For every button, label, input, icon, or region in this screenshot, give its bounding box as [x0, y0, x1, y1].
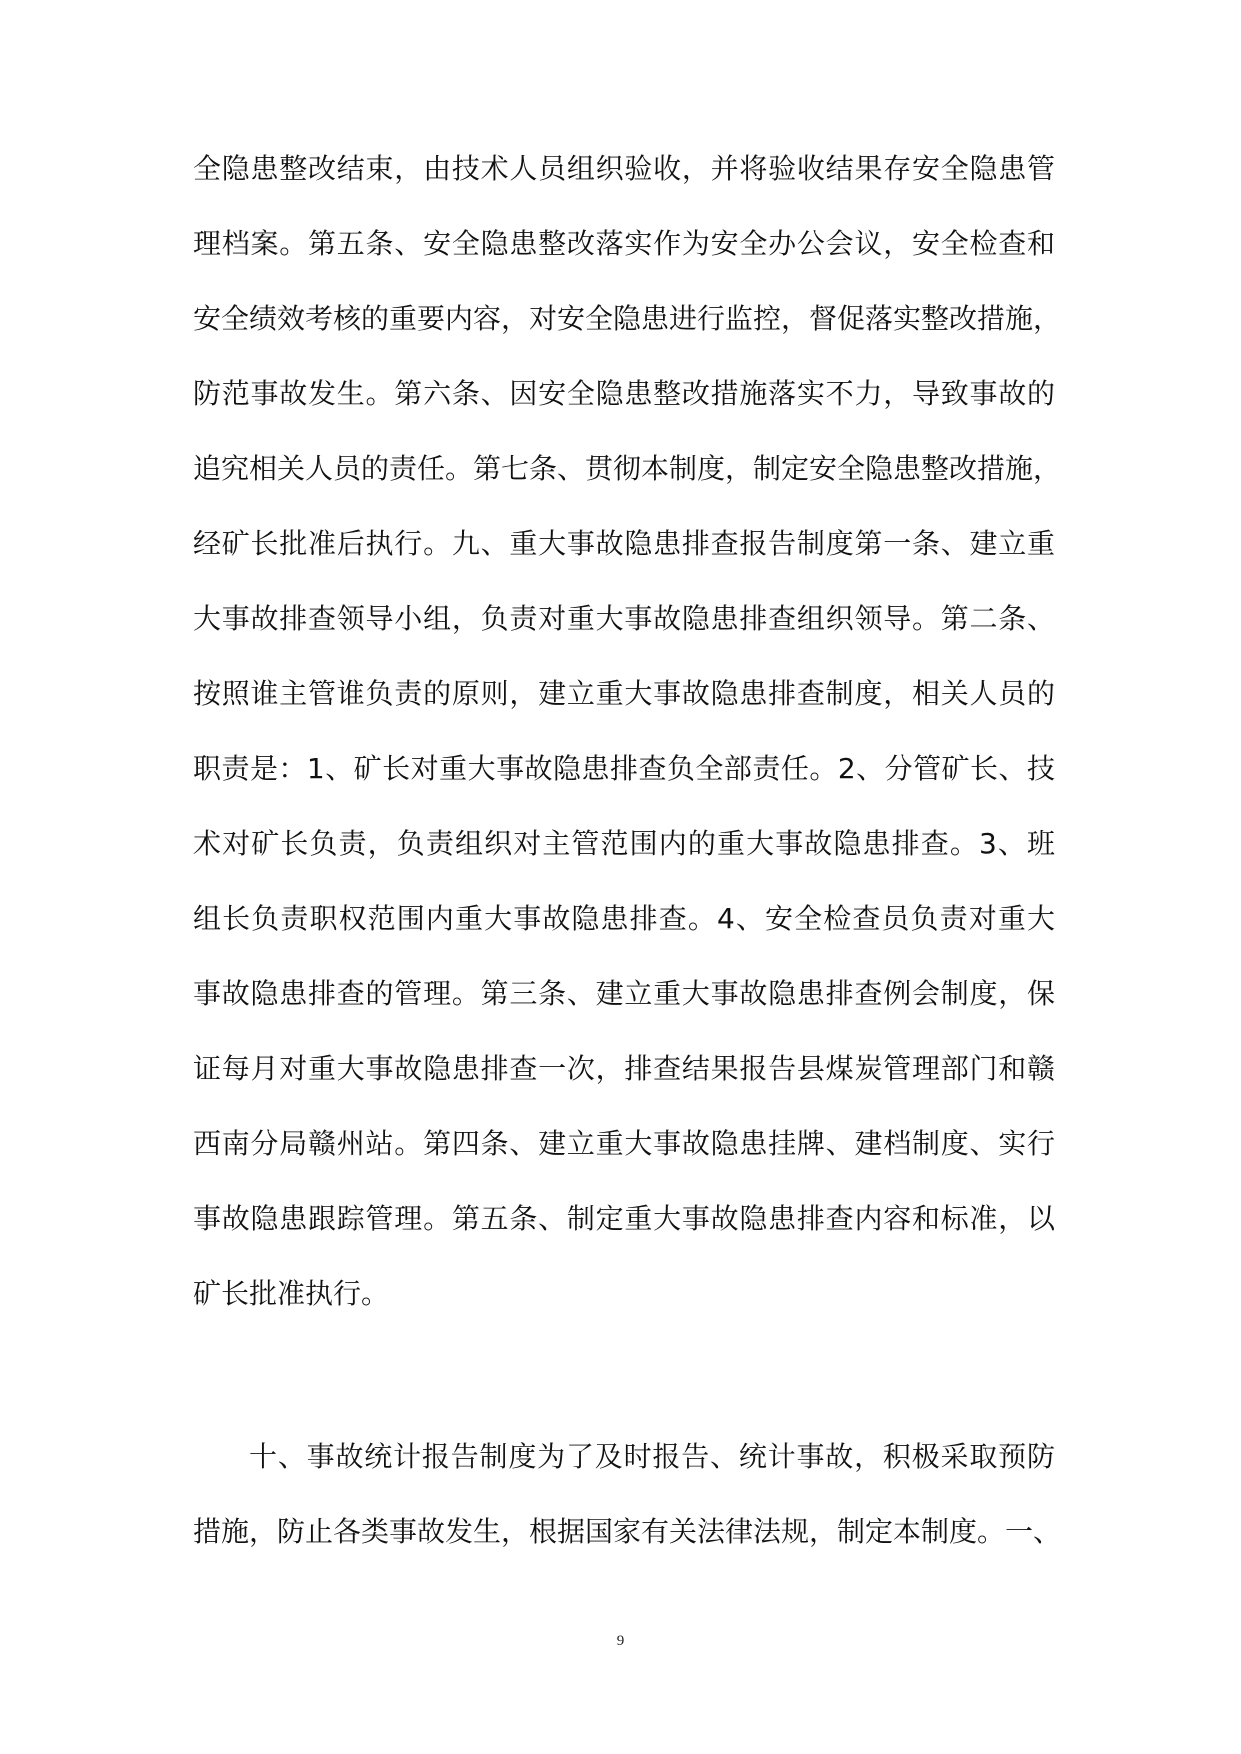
text-line: 防范事故发生。第六条、因安全隐患整改措施落实不力，导致事故的	[193, 377, 1055, 410]
text-line: 事故隐患排查的管理。第三条、建立重大事故隐患排查例会制度，保	[193, 977, 1055, 1010]
text-line: 事故隐患跟踪管理。第五条、制定重大事故隐患排查内容和标准，以	[193, 1202, 1055, 1235]
text-line: 西南分局赣州站。第四条、建立重大事故隐患挂牌、建档制度、实行	[193, 1127, 1055, 1160]
text-line: 措施，防止各类事故发生，根据国家有关法律法规，制定本制度。一、	[193, 1515, 1062, 1548]
text-line: 全隐患整改结束，由技术人员组织验收，并将验收结果存安全隐患管	[193, 152, 1055, 185]
paragraph-1	[193, 131, 1062, 1331]
text-line: 术对矿长负责，负责组织对主管范围内的重大事故隐患排查。3、班	[193, 827, 1055, 860]
text-line: 经矿长批准后执行。九、重大事故隐患排查报告制度第一条、建立重	[193, 527, 1055, 560]
text-line: 职责是：1、矿长对重大事故隐患排查负全部责任。2、分管矿长、技	[193, 752, 1055, 785]
paragraph-2	[193, 1419, 1062, 1569]
text-line: 证每月对重大事故隐患排查一次，排查结果报告县煤炭管理部门和赣	[193, 1052, 1055, 1085]
text-line: 大事故排查领导小组，负责对重大事故隐患排查组织领导。第二条、	[193, 602, 1055, 635]
text-line: 组长负责职权范围内重大事故隐患排查。4、安全检查员负责对重大	[193, 902, 1055, 935]
text-line: 按照谁主管谁负责的原则，建立重大事故隐患排查制度，相关人员的	[193, 677, 1055, 710]
text-line: 矿长批准执行。	[193, 1277, 390, 1310]
text-line: 追究相关人员的责任。第七条、贯彻本制度，制定安全隐患整改措施，	[193, 452, 1062, 485]
page-number: 9	[616, 1633, 625, 1649]
text-line: 安全绩效考核的重要内容，对安全隐患进行监控，督促落实整改措施，	[193, 302, 1062, 335]
text-line: 十、事故统计报告制度为了及时报告、统计事故，积极采取预防	[249, 1440, 1055, 1473]
text-line: 理档案。第五条、安全隐患整改落实作为安全办公会议，安全检查和	[193, 227, 1055, 260]
